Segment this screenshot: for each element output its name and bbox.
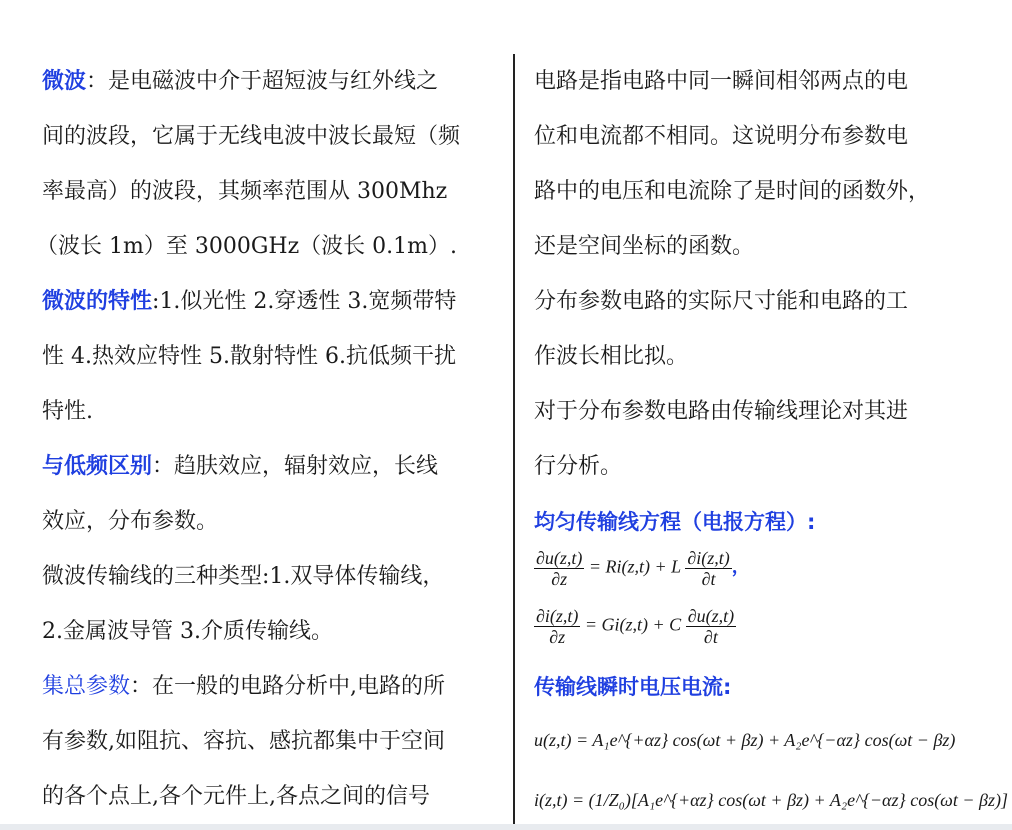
r-p2-line-1: 分布参数电路的实际尺寸能和电路的工 bbox=[534, 289, 909, 314]
p1-line-4: （波长 1m）至 3000GHz（波长 0.1m）. bbox=[36, 234, 458, 259]
r-p2-line-2: 作波长相比拟。 bbox=[534, 344, 689, 369]
p2-line-1: 微波的特性:1.似光性 2.穿透性 3.宽频带特 bbox=[42, 289, 457, 314]
r-p1-line-4: 还是空间坐标的函数。 bbox=[534, 234, 755, 259]
r-p1-line-3: 路中的电压和电流除了是时间的函数外， bbox=[534, 179, 931, 204]
label-jizong-canshu: 集总参数 bbox=[42, 674, 131, 699]
p4-line-1: 微波传输线的三种类型:1.双导体传输线， bbox=[42, 564, 445, 589]
p1-line-2: 间的波段，它属于无线电波中波长最短（频 bbox=[42, 124, 461, 149]
equation-telegraph-2: $\frac{\partial i(z,t)}{\partial z}$ = Gi(z,t) + C $\frac{\partial u(z,t)}{\partial t}$ bbox=[536, 606, 735, 647]
p2-line-3: 特性. bbox=[42, 399, 93, 424]
column-divider bbox=[513, 54, 515, 830]
heading-telegraph-equations: 均匀传输线方程（电报方程）: bbox=[534, 510, 816, 534]
p4-line-2: 2.金属波导管 3.介质传输线。 bbox=[42, 619, 333, 644]
p2-line-2: 性 4.热效应特性 5.散射特性 6.抗低频干扰 bbox=[42, 344, 456, 369]
r-p1-line-1: 电路是指电路中同一瞬间相邻两点的电 bbox=[534, 69, 909, 94]
p5-line-1: 集总参数：在一般的电路分析中,电路的所 bbox=[42, 674, 446, 699]
p5-line-2: 有参数,如阻抗、容抗、感抗都集中于空间 bbox=[42, 729, 445, 754]
bottom-scroll-strip bbox=[0, 824, 1012, 830]
right-column bbox=[516, 0, 1012, 830]
equation-current: i(z,t) = (1/Z₀)[A₁e^{+αz} cos(ωt + βz) + A₂e^{−αz} cos(ωt − βz)] bbox=[534, 790, 1009, 810]
p3-line-1: 与低频区别：趋肤效应，辐射效应，长线 bbox=[42, 454, 439, 479]
label-dipin-qubie: 与低频区别 bbox=[42, 454, 153, 479]
label-weibo: 微波 bbox=[42, 69, 87, 94]
p1-line-3: 率最高）的波段，其频率范围从 300Mhz bbox=[42, 179, 448, 204]
r-p3-line-1: 对于分布参数电路由传输线理论对其进 bbox=[534, 399, 909, 424]
r-p3-line-2: 行分析。 bbox=[534, 454, 623, 479]
equation-voltage: u(z,t) = A₁e^{+αz} cos(ωt + βz) + A₂e^{−αz} cos(ωt − βz) bbox=[534, 730, 956, 750]
label-weibo-texing: 微波的特性 bbox=[42, 289, 153, 314]
p5-line-3: 的各个点上,各个元件上,各点之间的信号 bbox=[42, 784, 430, 809]
r-p1-line-2: 位和电流都不相同。这说明分布参数电 bbox=[534, 124, 909, 149]
p3-line-2: 效应，分布参数。 bbox=[42, 509, 219, 534]
equation-telegraph-1: $\frac{\partial u(z,t)}{\partial z}$ = Ri(z,t) + L $\frac{\partial i(z,t)}{\partial t}$ ， bbox=[536, 548, 750, 589]
p1-line-1: 微波：是电磁波中介于超短波与红外线之 bbox=[42, 69, 439, 94]
heading-instant-voltage-current: 传输线瞬时电压电流: bbox=[534, 675, 732, 699]
